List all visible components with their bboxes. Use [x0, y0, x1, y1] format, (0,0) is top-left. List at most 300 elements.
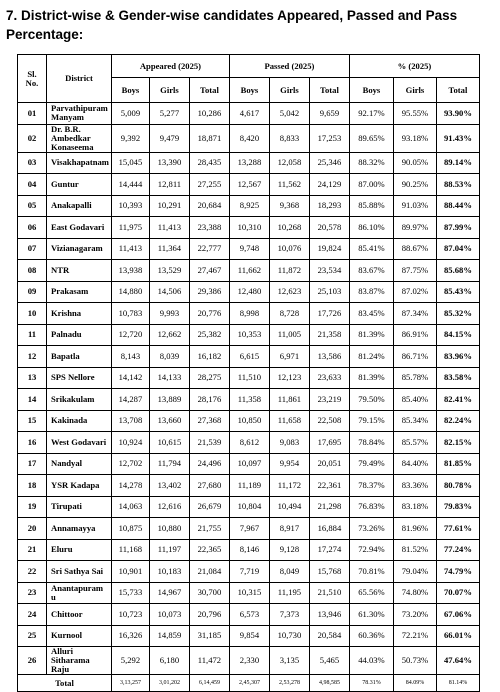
- cell-pct-girls: 83.18%: [393, 496, 436, 518]
- cell-passed-total: 5,465: [309, 647, 349, 675]
- cell-sl-no: 07: [18, 238, 47, 260]
- cell-appeared-total: 24,496: [189, 453, 229, 475]
- cell-sl-no: 05: [18, 195, 47, 217]
- cell-sl-no: 11: [18, 324, 47, 346]
- cell-total-pct-total: 81.14%: [436, 675, 479, 692]
- cell-pct-total: 79.83%: [436, 496, 479, 518]
- cell-pct-girls: 85.78%: [393, 367, 436, 389]
- cell-pct-total: 77.24%: [436, 539, 479, 561]
- header-pct-boys: Boys: [349, 78, 393, 103]
- table-row: [18, 647, 480, 675]
- cell-pct-boys: 60.36%: [349, 625, 393, 647]
- cell-district: Prakasam: [47, 281, 112, 303]
- cell-pct-total: 91.43%: [436, 124, 479, 152]
- cell-appeared-girls: 12,811: [149, 174, 189, 196]
- cell-appeared-boys: 10,901: [111, 561, 149, 583]
- cell-pct-total: 85.43%: [436, 281, 479, 303]
- table-row: [18, 281, 480, 303]
- cell-pct-total: 81.85%: [436, 453, 479, 475]
- cell-appeared-girls: 6,180: [149, 647, 189, 675]
- cell-appeared-boys: 11,975: [111, 217, 149, 239]
- cell-sl-no: 03: [18, 152, 47, 174]
- cell-district: Guntur: [47, 174, 112, 196]
- cell-appeared-total: 27,467: [189, 260, 229, 282]
- table-row: [18, 518, 480, 540]
- cell-appeared-boys: 8,143: [111, 346, 149, 368]
- cell-appeared-total: 10,286: [189, 103, 229, 125]
- cell-appeared-boys: 10,924: [111, 432, 149, 454]
- cell-pct-girls: 90.25%: [393, 174, 436, 196]
- cell-pct-girls: 86.71%: [393, 346, 436, 368]
- cell-pct-total: 67.06%: [436, 604, 479, 626]
- cell-appeared-girls: 8,039: [149, 346, 189, 368]
- cell-pct-girls: 91.03%: [393, 195, 436, 217]
- header-pct-girls: Girls: [393, 78, 436, 103]
- cell-pct-boys: 83.87%: [349, 281, 393, 303]
- cell-passed-boys: 9,854: [229, 625, 269, 647]
- cell-appeared-girls: 11,794: [149, 453, 189, 475]
- cell-passed-boys: 10,310: [229, 217, 269, 239]
- cell-passed-girls: 8,833: [269, 124, 309, 152]
- cell-sl-no: 19: [18, 496, 47, 518]
- cell-passed-total: 17,695: [309, 432, 349, 454]
- cell-district: NTR: [47, 260, 112, 282]
- cell-pct-girls: 86.91%: [393, 324, 436, 346]
- cell-pct-boys: 81.39%: [349, 324, 393, 346]
- cell-passed-total: 23,633: [309, 367, 349, 389]
- cell-appeared-boys: 12,702: [111, 453, 149, 475]
- cell-district: SPS Nellore: [47, 367, 112, 389]
- cell-appeared-boys: 10,783: [111, 303, 149, 325]
- cell-district: Tirupati: [47, 496, 112, 518]
- cell-pct-girls: 87.75%: [393, 260, 436, 282]
- cell-appeared-total: 21,755: [189, 518, 229, 540]
- cell-appeared-girls: 14,967: [149, 582, 189, 604]
- cell-passed-girls: 11,172: [269, 475, 309, 497]
- cell-district: Sri Sathya Sai: [47, 561, 112, 583]
- cell-district: Annamayya: [47, 518, 112, 540]
- table-row: [18, 475, 480, 497]
- cell-pct-girls: 85.57%: [393, 432, 436, 454]
- cell-passed-boys: 7,967: [229, 518, 269, 540]
- cell-pct-boys: 78.84%: [349, 432, 393, 454]
- cell-total-appeared-boys: 3,13,257: [111, 675, 149, 692]
- header-appeared-boys: Boys: [111, 78, 149, 103]
- table-body: [18, 103, 480, 692]
- cell-appeared-boys: 10,723: [111, 604, 149, 626]
- cell-passed-boys: 8,420: [229, 124, 269, 152]
- cell-pct-total: 83.96%: [436, 346, 479, 368]
- cell-district: Krishna: [47, 303, 112, 325]
- cell-appeared-total: 16,182: [189, 346, 229, 368]
- cell-passed-girls: 10,730: [269, 625, 309, 647]
- cell-passed-girls: 8,917: [269, 518, 309, 540]
- cell-sl-no: 18: [18, 475, 47, 497]
- cell-passed-total: 21,358: [309, 324, 349, 346]
- cell-passed-girls: 9,128: [269, 539, 309, 561]
- cell-sl-no: 01: [18, 103, 47, 125]
- cell-appeared-boys: 15,045: [111, 152, 149, 174]
- cell-pct-boys: 78.37%: [349, 475, 393, 497]
- cell-appeared-boys: 14,142: [111, 367, 149, 389]
- cell-district: East Godavari: [47, 217, 112, 239]
- table-row: [18, 260, 480, 282]
- cell-appeared-girls: 10,291: [149, 195, 189, 217]
- cell-total-label: Total: [18, 675, 112, 692]
- header-passed-group: Passed (2025): [229, 55, 349, 78]
- cell-pct-girls: 73.20%: [393, 604, 436, 626]
- cell-appeared-total: 28,275: [189, 367, 229, 389]
- cell-passed-girls: 9,954: [269, 453, 309, 475]
- cell-appeared-girls: 10,880: [149, 518, 189, 540]
- table-row: [18, 496, 480, 518]
- cell-appeared-boys: 14,287: [111, 389, 149, 411]
- cell-appeared-girls: 11,197: [149, 539, 189, 561]
- cell-appeared-boys: 5,009: [111, 103, 149, 125]
- cell-appeared-total: 29,386: [189, 281, 229, 303]
- cell-appeared-girls: 13,402: [149, 475, 189, 497]
- cell-passed-total: 22,361: [309, 475, 349, 497]
- cell-appeared-total: 27,368: [189, 410, 229, 432]
- cell-district: Anakapalli: [47, 195, 112, 217]
- cell-passed-total: 13,586: [309, 346, 349, 368]
- cell-pct-boys: 79.15%: [349, 410, 393, 432]
- cell-district: Vizianagaram: [47, 238, 112, 260]
- cell-passed-total: 18,293: [309, 195, 349, 217]
- cell-appeared-girls: 13,660: [149, 410, 189, 432]
- cell-sl-no: 16: [18, 432, 47, 454]
- table-row: [18, 625, 480, 647]
- cell-sl-no: 26: [18, 647, 47, 675]
- cell-appeared-total: 18,871: [189, 124, 229, 152]
- cell-pct-girls: 95.55%: [393, 103, 436, 125]
- cell-passed-boys: 9,748: [229, 238, 269, 260]
- cell-passed-girls: 7,373: [269, 604, 309, 626]
- cell-pct-boys: 83.45%: [349, 303, 393, 325]
- cell-appeared-girls: 13,390: [149, 152, 189, 174]
- cell-passed-total: 25,346: [309, 152, 349, 174]
- cell-passed-total: 22,508: [309, 410, 349, 432]
- cell-appeared-boys: 10,393: [111, 195, 149, 217]
- cell-passed-total: 21,510: [309, 582, 349, 604]
- cell-passed-boys: 10,850: [229, 410, 269, 432]
- cell-pct-boys: 72.94%: [349, 539, 393, 561]
- cell-appeared-girls: 14,859: [149, 625, 189, 647]
- cell-appeared-total: 23,388: [189, 217, 229, 239]
- cell-passed-total: 9,659: [309, 103, 349, 125]
- cell-passed-boys: 2,330: [229, 647, 269, 675]
- cell-passed-girls: 11,195: [269, 582, 309, 604]
- cell-appeared-total: 27,680: [189, 475, 229, 497]
- table-row: [18, 238, 480, 260]
- cell-passed-total: 25,103: [309, 281, 349, 303]
- cell-pct-total: 85.68%: [436, 260, 479, 282]
- cell-passed-girls: 11,658: [269, 410, 309, 432]
- cell-pct-boys: 87.00%: [349, 174, 393, 196]
- cell-passed-total: 20,584: [309, 625, 349, 647]
- cell-passed-total: 17,253: [309, 124, 349, 152]
- cell-sl-no: 17: [18, 453, 47, 475]
- cell-appeared-boys: 14,880: [111, 281, 149, 303]
- cell-total-appeared-girls: 3,01,202: [149, 675, 189, 692]
- header-passed-girls: Girls: [269, 78, 309, 103]
- cell-appeared-total: 21,084: [189, 561, 229, 583]
- cell-district: Kurnool: [47, 625, 112, 647]
- cell-pct-girls: 84.40%: [393, 453, 436, 475]
- cell-passed-girls: 6,971: [269, 346, 309, 368]
- cell-passed-total: 23,534: [309, 260, 349, 282]
- cell-appeared-girls: 12,616: [149, 496, 189, 518]
- cell-pct-boys: 81.39%: [349, 367, 393, 389]
- cell-passed-total: 20,578: [309, 217, 349, 239]
- cell-passed-total: 23,219: [309, 389, 349, 411]
- cell-pct-girls: 85.40%: [393, 389, 436, 411]
- cell-passed-girls: 11,562: [269, 174, 309, 196]
- cell-pct-total: 82.41%: [436, 389, 479, 411]
- cell-passed-girls: 9,083: [269, 432, 309, 454]
- cell-appeared-girls: 11,413: [149, 217, 189, 239]
- cell-passed-girls: 10,076: [269, 238, 309, 260]
- cell-appeared-girls: 10,073: [149, 604, 189, 626]
- cell-passed-girls: 10,268: [269, 217, 309, 239]
- cell-appeared-boys: 14,444: [111, 174, 149, 196]
- cell-passed-total: 19,824: [309, 238, 349, 260]
- cell-pct-total: 47.64%: [436, 647, 479, 675]
- cell-passed-total: 13,946: [309, 604, 349, 626]
- cell-passed-total: 15,768: [309, 561, 349, 583]
- cell-appeared-girls: 12,662: [149, 324, 189, 346]
- cell-passed-boys: 10,097: [229, 453, 269, 475]
- cell-sl-no: 23: [18, 582, 47, 604]
- cell-sl-no: 09: [18, 281, 47, 303]
- district-results-table: [17, 54, 480, 692]
- cell-pct-girls: 74.80%: [393, 582, 436, 604]
- cell-appeared-total: 26,679: [189, 496, 229, 518]
- header-district: District: [47, 55, 112, 103]
- cell-pct-boys: 61.30%: [349, 604, 393, 626]
- cell-appeared-girls: 11,364: [149, 238, 189, 260]
- cell-passed-boys: 11,189: [229, 475, 269, 497]
- cell-district: Anantapuram u: [47, 582, 112, 604]
- cell-appeared-total: 20,684: [189, 195, 229, 217]
- cell-pct-total: 70.07%: [436, 582, 479, 604]
- cell-passed-boys: 8,925: [229, 195, 269, 217]
- cell-passed-boys: 8,146: [229, 539, 269, 561]
- cell-appeared-girls: 13,529: [149, 260, 189, 282]
- cell-appeared-boys: 13,938: [111, 260, 149, 282]
- cell-appeared-boys: 13,708: [111, 410, 149, 432]
- cell-pct-girls: 83.36%: [393, 475, 436, 497]
- cell-sl-no: 20: [18, 518, 47, 540]
- cell-appeared-total: 31,185: [189, 625, 229, 647]
- total-row: [18, 675, 480, 692]
- cell-passed-boys: 12,567: [229, 174, 269, 196]
- table-row: [18, 124, 480, 152]
- cell-passed-boys: 12,480: [229, 281, 269, 303]
- table-row: [18, 389, 480, 411]
- cell-appeared-boys: 11,413: [111, 238, 149, 260]
- cell-pct-girls: 87.02%: [393, 281, 436, 303]
- cell-passed-girls: 3,135: [269, 647, 309, 675]
- cell-pct-boys: 79.50%: [349, 389, 393, 411]
- cell-pct-girls: 89.97%: [393, 217, 436, 239]
- cell-appeared-total: 20,796: [189, 604, 229, 626]
- cell-appeared-boys: 9,392: [111, 124, 149, 152]
- cell-appeared-boys: 12,720: [111, 324, 149, 346]
- header-appeared-group: Appeared (2025): [111, 55, 229, 78]
- cell-pct-girls: 88.67%: [393, 238, 436, 260]
- cell-sl-no: 24: [18, 604, 47, 626]
- cell-pct-girls: 93.18%: [393, 124, 436, 152]
- header-passed-total: Total: [309, 78, 349, 103]
- table-row: [18, 195, 480, 217]
- cell-total-passed-total: 4,98,585: [309, 675, 349, 692]
- cell-pct-boys: 89.65%: [349, 124, 393, 152]
- table-row: [18, 217, 480, 239]
- cell-pct-boys: 83.67%: [349, 260, 393, 282]
- table-row: [18, 561, 480, 583]
- cell-passed-boys: 11,358: [229, 389, 269, 411]
- cell-passed-girls: 11,861: [269, 389, 309, 411]
- cell-sl-no: 14: [18, 389, 47, 411]
- cell-passed-boys: 8,612: [229, 432, 269, 454]
- cell-district: Palnadu: [47, 324, 112, 346]
- cell-appeared-total: 28,176: [189, 389, 229, 411]
- table-row: [18, 324, 480, 346]
- header-passed-boys: Boys: [229, 78, 269, 103]
- cell-pct-total: 82.24%: [436, 410, 479, 432]
- cell-district: Dr. B.R. Ambedkar Konaseema: [47, 124, 112, 152]
- cell-sl-no: 25: [18, 625, 47, 647]
- cell-passed-boys: 10,804: [229, 496, 269, 518]
- cell-passed-girls: 12,123: [269, 367, 309, 389]
- cell-pct-total: 93.90%: [436, 103, 479, 125]
- cell-passed-total: 17,726: [309, 303, 349, 325]
- cell-appeared-girls: 13,889: [149, 389, 189, 411]
- header-pct-total: Total: [436, 78, 479, 103]
- cell-district: Chittoor: [47, 604, 112, 626]
- header-percentage-group: % (2025): [349, 55, 479, 78]
- cell-sl-no: 04: [18, 174, 47, 196]
- cell-passed-girls: 11,872: [269, 260, 309, 282]
- cell-pct-boys: 79.49%: [349, 453, 393, 475]
- cell-pct-boys: 65.56%: [349, 582, 393, 604]
- cell-appeared-girls: 9,479: [149, 124, 189, 152]
- cell-pct-boys: 85.88%: [349, 195, 393, 217]
- cell-pct-boys: 86.10%: [349, 217, 393, 239]
- cell-total-passed-boys: 2,45,307: [229, 675, 269, 692]
- cell-pct-total: 77.61%: [436, 518, 479, 540]
- cell-passed-boys: 7,719: [229, 561, 269, 583]
- table-row: [18, 432, 480, 454]
- cell-appeared-boys: 11,168: [111, 539, 149, 561]
- cell-passed-boys: 13,288: [229, 152, 269, 174]
- cell-sl-no: 12: [18, 346, 47, 368]
- cell-passed-total: 20,051: [309, 453, 349, 475]
- cell-pct-total: 88.44%: [436, 195, 479, 217]
- cell-passed-girls: 11,005: [269, 324, 309, 346]
- cell-passed-total: 24,129: [309, 174, 349, 196]
- cell-district: Nandyal: [47, 453, 112, 475]
- cell-appeared-total: 11,472: [189, 647, 229, 675]
- cell-appeared-total: 20,776: [189, 303, 229, 325]
- cell-passed-boys: 6,573: [229, 604, 269, 626]
- table-row: [18, 303, 480, 325]
- cell-pct-total: 87.99%: [436, 217, 479, 239]
- table-row: [18, 367, 480, 389]
- cell-passed-girls: 9,368: [269, 195, 309, 217]
- cell-passed-boys: 8,998: [229, 303, 269, 325]
- cell-district: YSR Kadapa: [47, 475, 112, 497]
- header-appeared-girls: Girls: [149, 78, 189, 103]
- cell-pct-total: 82.15%: [436, 432, 479, 454]
- cell-passed-girls: 8,049: [269, 561, 309, 583]
- cell-appeared-total: 22,777: [189, 238, 229, 260]
- cell-pct-total: 84.15%: [436, 324, 479, 346]
- cell-passed-total: 17,274: [309, 539, 349, 561]
- cell-pct-total: 88.53%: [436, 174, 479, 196]
- cell-passed-girls: 10,494: [269, 496, 309, 518]
- header-appeared-total: Total: [189, 78, 229, 103]
- header-sl-no: Sl. No.: [18, 55, 47, 103]
- cell-passed-boys: 6,615: [229, 346, 269, 368]
- table-row: [18, 174, 480, 196]
- cell-appeared-boys: 10,875: [111, 518, 149, 540]
- cell-appeared-total: 27,255: [189, 174, 229, 196]
- cell-pct-boys: 85.41%: [349, 238, 393, 260]
- cell-appeared-total: 25,382: [189, 324, 229, 346]
- cell-total-pct-boys: 78.31%: [349, 675, 393, 692]
- cell-appeared-boys: 16,326: [111, 625, 149, 647]
- cell-passed-girls: 5,042: [269, 103, 309, 125]
- cell-passed-girls: 8,728: [269, 303, 309, 325]
- cell-district: Kakinada: [47, 410, 112, 432]
- cell-passed-boys: 10,315: [229, 582, 269, 604]
- cell-total-appeared-total: 6,14,459: [189, 675, 229, 692]
- cell-appeared-boys: 14,278: [111, 475, 149, 497]
- table-row: [18, 103, 480, 125]
- cell-total-passed-girls: 2,53,278: [269, 675, 309, 692]
- cell-pct-total: 83.58%: [436, 367, 479, 389]
- cell-sl-no: 10: [18, 303, 47, 325]
- cell-pct-girls: 81.96%: [393, 518, 436, 540]
- cell-appeared-total: 30,700: [189, 582, 229, 604]
- cell-pct-total: 80.78%: [436, 475, 479, 497]
- cell-pct-girls: 90.05%: [393, 152, 436, 174]
- cell-appeared-total: 21,539: [189, 432, 229, 454]
- cell-pct-boys: 76.83%: [349, 496, 393, 518]
- table-row: [18, 582, 480, 604]
- cell-appeared-girls: 14,506: [149, 281, 189, 303]
- cell-appeared-total: 28,435: [189, 152, 229, 174]
- cell-appeared-girls: 10,183: [149, 561, 189, 583]
- cell-passed-boys: 4,617: [229, 103, 269, 125]
- cell-total-pct-girls: 84.09%: [393, 675, 436, 692]
- cell-pct-girls: 50.73%: [393, 647, 436, 675]
- cell-appeared-girls: 9,993: [149, 303, 189, 325]
- cell-passed-girls: 12,623: [269, 281, 309, 303]
- cell-pct-girls: 87.34%: [393, 303, 436, 325]
- cell-sl-no: 21: [18, 539, 47, 561]
- cell-sl-no: 06: [18, 217, 47, 239]
- cell-sl-no: 15: [18, 410, 47, 432]
- table-row: [18, 453, 480, 475]
- table-row: [18, 346, 480, 368]
- cell-appeared-boys: 14,063: [111, 496, 149, 518]
- cell-sl-no: 08: [18, 260, 47, 282]
- cell-appeared-total: 22,365: [189, 539, 229, 561]
- cell-sl-no: 22: [18, 561, 47, 583]
